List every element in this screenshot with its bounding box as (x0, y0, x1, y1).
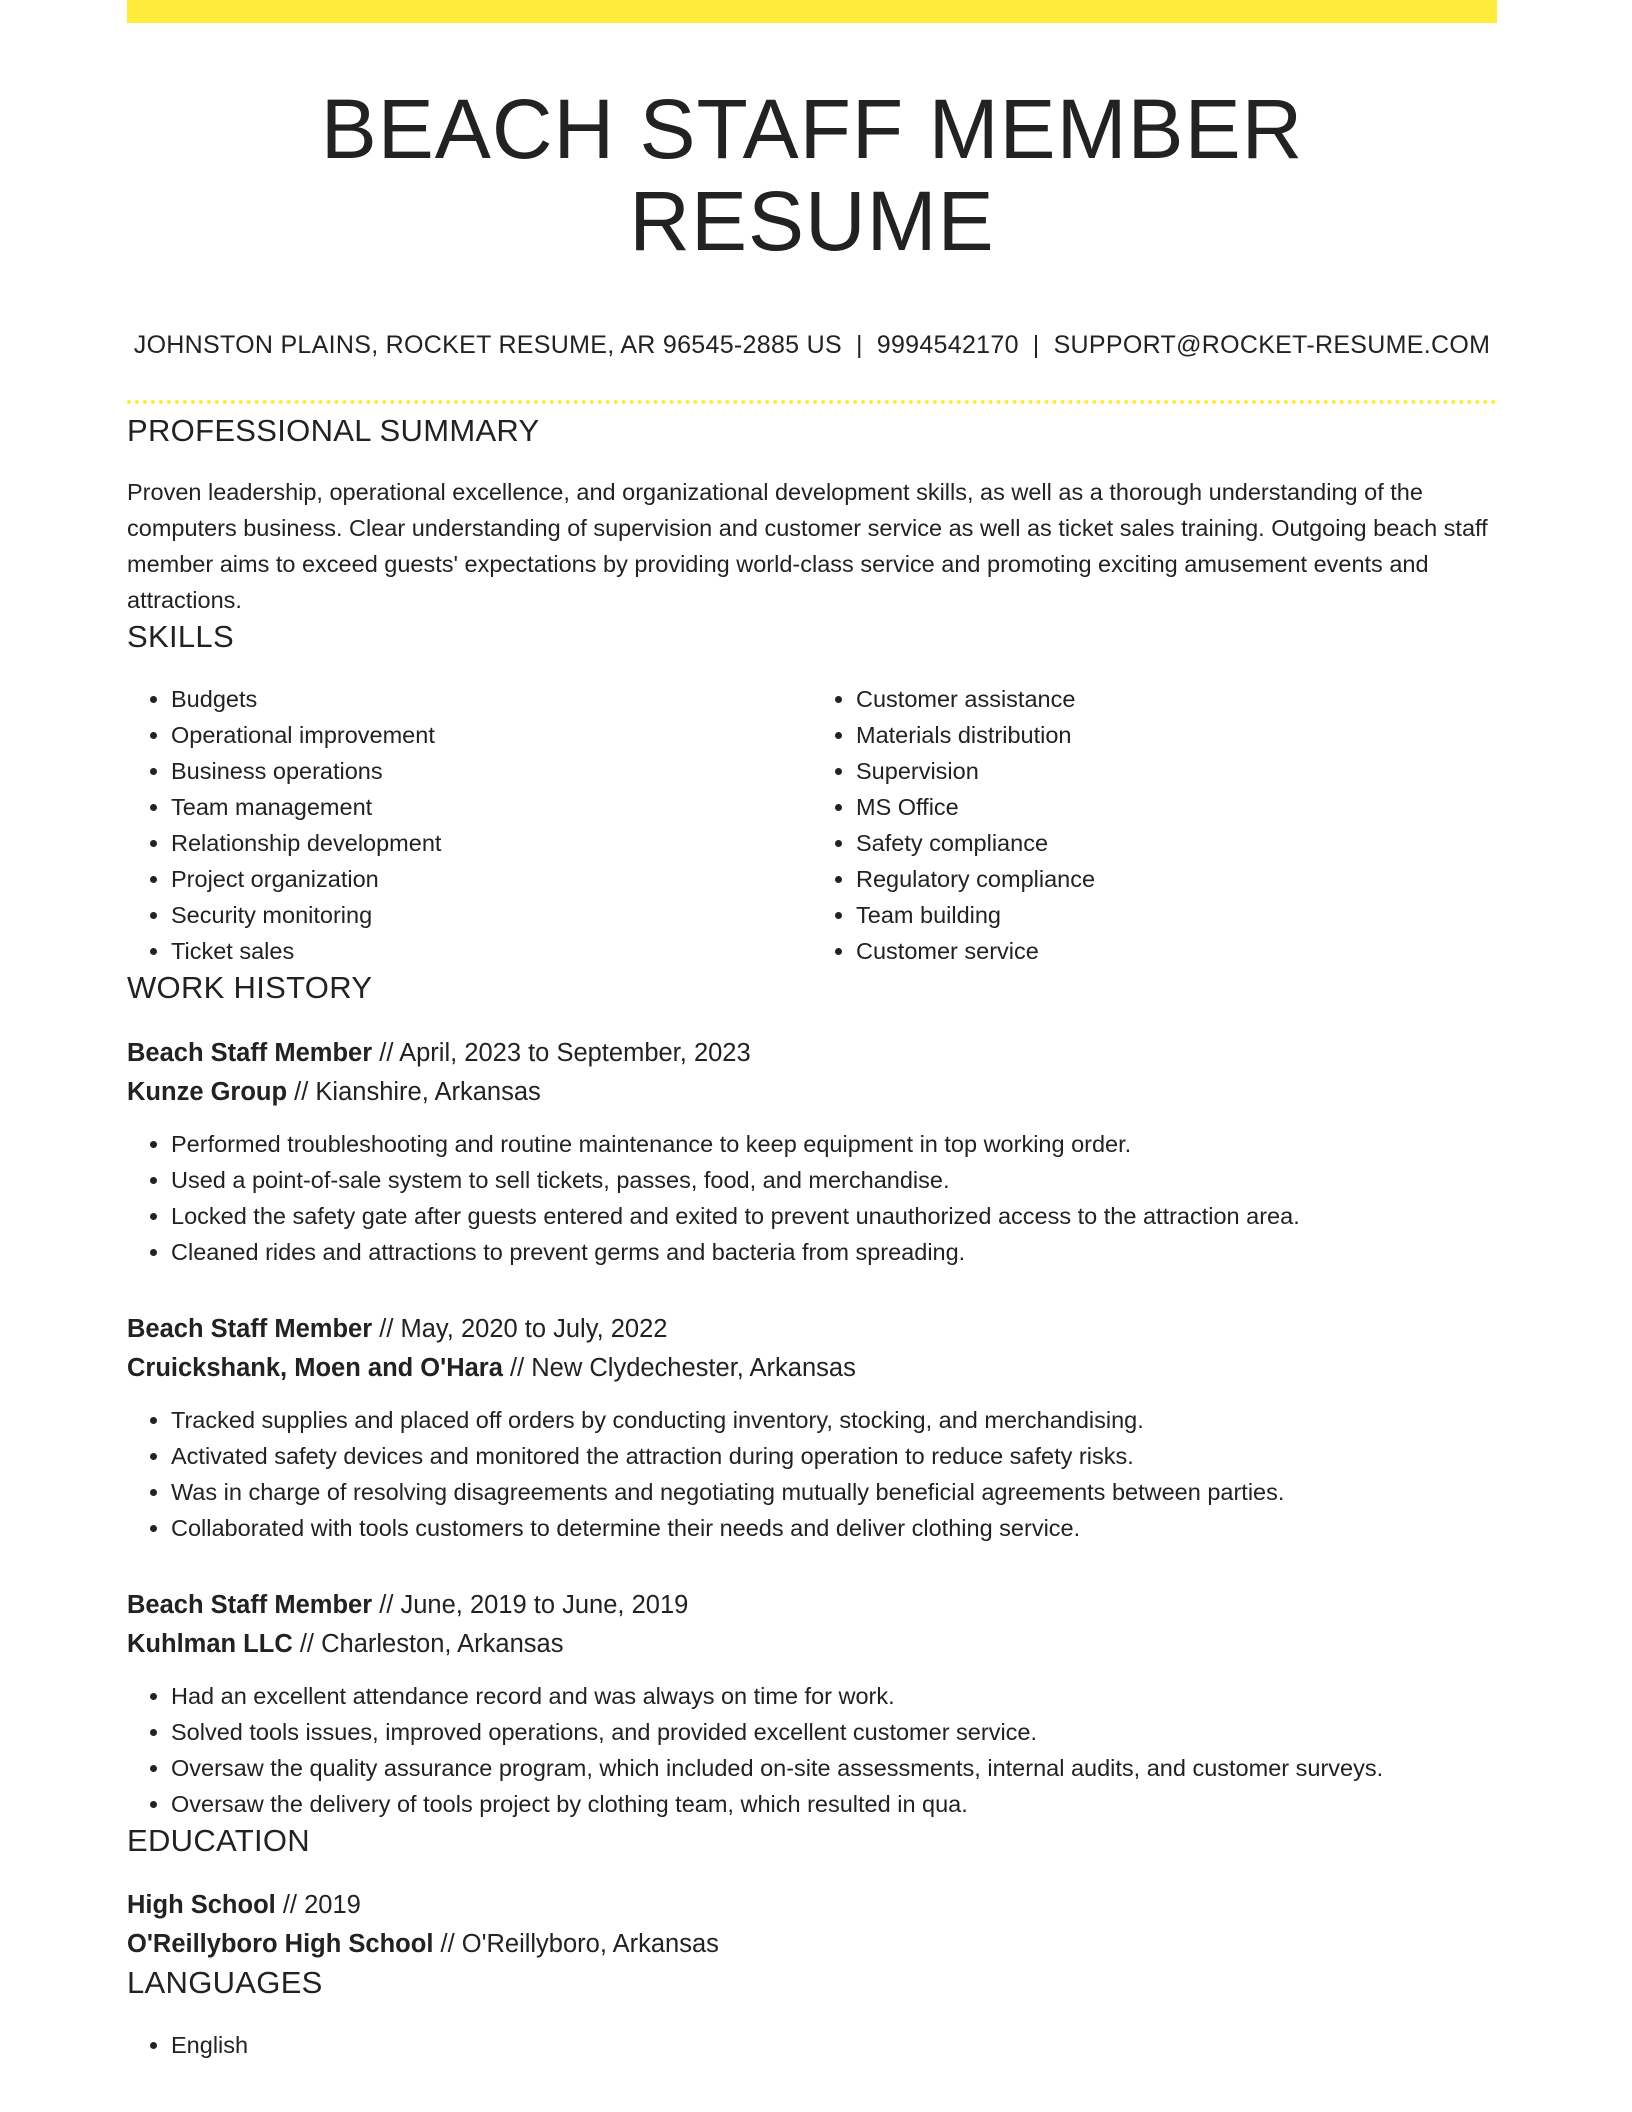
field-separator: // (372, 1315, 401, 1344)
education-school: O'Reillyboro High School (127, 1929, 434, 1958)
languages-list (127, 2027, 1497, 2063)
job-company: Kunze Group (127, 1078, 288, 1107)
job-duties (127, 1678, 1497, 1822)
skill-item: • Regulatory compliance (856, 861, 1497, 897)
field-separator: // (287, 1078, 316, 1107)
job-title-line (127, 1310, 1497, 1349)
job-location: Charleston, Arkansas (321, 1630, 564, 1659)
languages-heading: LANGUAGES (127, 1964, 323, 2000)
job-duty: • Was in charge of resolving disagreements and negotiating mutually beneficial agreements between parties. (171, 1474, 1497, 1510)
skill-item: • Team management (171, 789, 812, 825)
skill-item: • Ticket sales (171, 933, 812, 969)
skill-item: • MS Office (856, 789, 1497, 825)
work-history-heading: WORK HISTORY (127, 970, 373, 1006)
job-company: Cruickshank, Moen and O'Hara (127, 1354, 503, 1383)
education-entry (127, 1886, 1497, 1964)
job-company-line (127, 1073, 1497, 1112)
skills-heading: SKILLS (127, 618, 234, 654)
skill-item: • Operational improvement (171, 717, 812, 753)
accent-top-bar (127, 0, 1497, 23)
job-duty: • Performed troubleshooting and routine maintenance to keep equipment in top working order. (171, 1126, 1497, 1162)
contact-phone: 9994542170 (876, 330, 1019, 359)
skill-item: • Budgets (171, 681, 812, 717)
job-company: Kuhlman LLC (127, 1630, 293, 1659)
contact-email: SUPPORT@ROCKET-RESUME.COM (1053, 330, 1491, 359)
job-dates: June, 2019 to June, 2019 (400, 1591, 689, 1620)
job-duty: • Activated safety devices and monitored the attraction during operation to reduce safety risks. (171, 1438, 1497, 1474)
job-duty: • Collaborated with tools customers to determine their needs and deliver clothing service. (171, 1510, 1497, 1546)
job-duties (127, 1402, 1497, 1546)
education-degree-line (127, 1886, 1497, 1925)
skills-column-right (812, 681, 1497, 969)
skill-item: • Materials distribution (856, 717, 1497, 753)
job-duty: • Oversaw the delivery of tools project by clothing team, which resulted in qua. (171, 1786, 1497, 1822)
contact-separator: | (855, 330, 863, 359)
skill-item: • Team building (856, 897, 1497, 933)
field-separator: // (502, 1354, 532, 1383)
resume-title: BEACH STAFF MEMBER RESUME (320, 82, 1304, 269)
job-duties (127, 1126, 1497, 1270)
education-location: O'Reillyboro, Arkansas (461, 1929, 719, 1958)
job-duty: • Cleaned rides and attractions to prevent germs and bacteria from spreading. (171, 1234, 1497, 1270)
skill-item: • Project organization (171, 861, 812, 897)
job-duty: • Solved tools issues, improved operations, and provided excellent customer service. (171, 1714, 1497, 1750)
skill-item: • Business operations (171, 753, 812, 789)
education-degree: High School (127, 1890, 276, 1919)
contact-separator: | (1032, 330, 1040, 359)
job-entry (127, 1586, 1497, 1822)
job-company-line (127, 1625, 1497, 1664)
education-heading: EDUCATION (127, 1823, 310, 1859)
job-duty: • Used a point-of-sale system to sell tickets, passes, food, and merchandise. (171, 1162, 1497, 1198)
education-year: 2019 (304, 1890, 361, 1919)
job-location: New Clydechester, Arkansas (531, 1354, 856, 1383)
job-dates: May, 2020 to July, 2022 (400, 1315, 668, 1344)
field-separator: // (372, 1591, 401, 1620)
job-duty: • Oversaw the quality assurance program, which included on-site assessments, internal audits, and customer surveys. (171, 1750, 1497, 1786)
job-duty: • Tracked supplies and placed off orders by conducting inventory, stocking, and merchandising. (171, 1402, 1497, 1438)
language-item: • English (171, 2027, 1497, 2063)
job-title-line (127, 1034, 1497, 1073)
job-entry (127, 1310, 1497, 1546)
job-title: Beach Staff Member (127, 1591, 373, 1620)
dotted-divider (127, 400, 1497, 404)
contact-line (127, 330, 1497, 360)
job-duty: • Locked the safety gate after guests entered and exited to prevent unauthorized access to the attraction area. (171, 1198, 1497, 1234)
field-separator: // (372, 1039, 400, 1068)
job-duty: • Had an excellent attendance record and was always on time for work. (171, 1678, 1497, 1714)
job-company-line (127, 1349, 1497, 1388)
skill-item: • Supervision (856, 753, 1497, 789)
skill-item: • Security monitoring (171, 897, 812, 933)
job-entry (127, 1034, 1497, 1270)
contact-address: JOHNSTON PLAINS, ROCKET RESUME, AR 96545-2885 US (133, 330, 842, 359)
skill-item: • Customer assistance (856, 681, 1497, 717)
skills-column-left (127, 681, 812, 969)
field-separator: // (275, 1890, 305, 1919)
summary-heading: PROFESSIONAL SUMMARY (127, 412, 540, 448)
education-school-line (127, 1925, 1497, 1964)
skills-list (127, 681, 1497, 969)
job-title-line (127, 1586, 1497, 1625)
skill-item: • Customer service (856, 933, 1497, 969)
languages-bullets (127, 2027, 1497, 2063)
skill-item: • Safety compliance (856, 825, 1497, 861)
field-separator: // (292, 1630, 322, 1659)
skill-item: • Relationship development (171, 825, 812, 861)
summary-text: Proven leadership, operational excellence, and organizational development skills, as well as a thorough understanding of the computers business. Clear understanding of supervision and customer service as well as ticket sales training. Outgoing beach staff member aims to exceed guests' expectations by providing world-class service and promoting exciting amusement events and attractions. (127, 478, 1488, 613)
job-title: Beach Staff Member (127, 1315, 373, 1344)
resume-page (127, 0, 1497, 2063)
job-dates: April, 2023 to September, 2023 (399, 1039, 751, 1068)
job-title: Beach Staff Member (127, 1039, 373, 1068)
job-location: Kianshire, Arkansas (315, 1078, 541, 1107)
field-separator: // (433, 1929, 462, 1958)
